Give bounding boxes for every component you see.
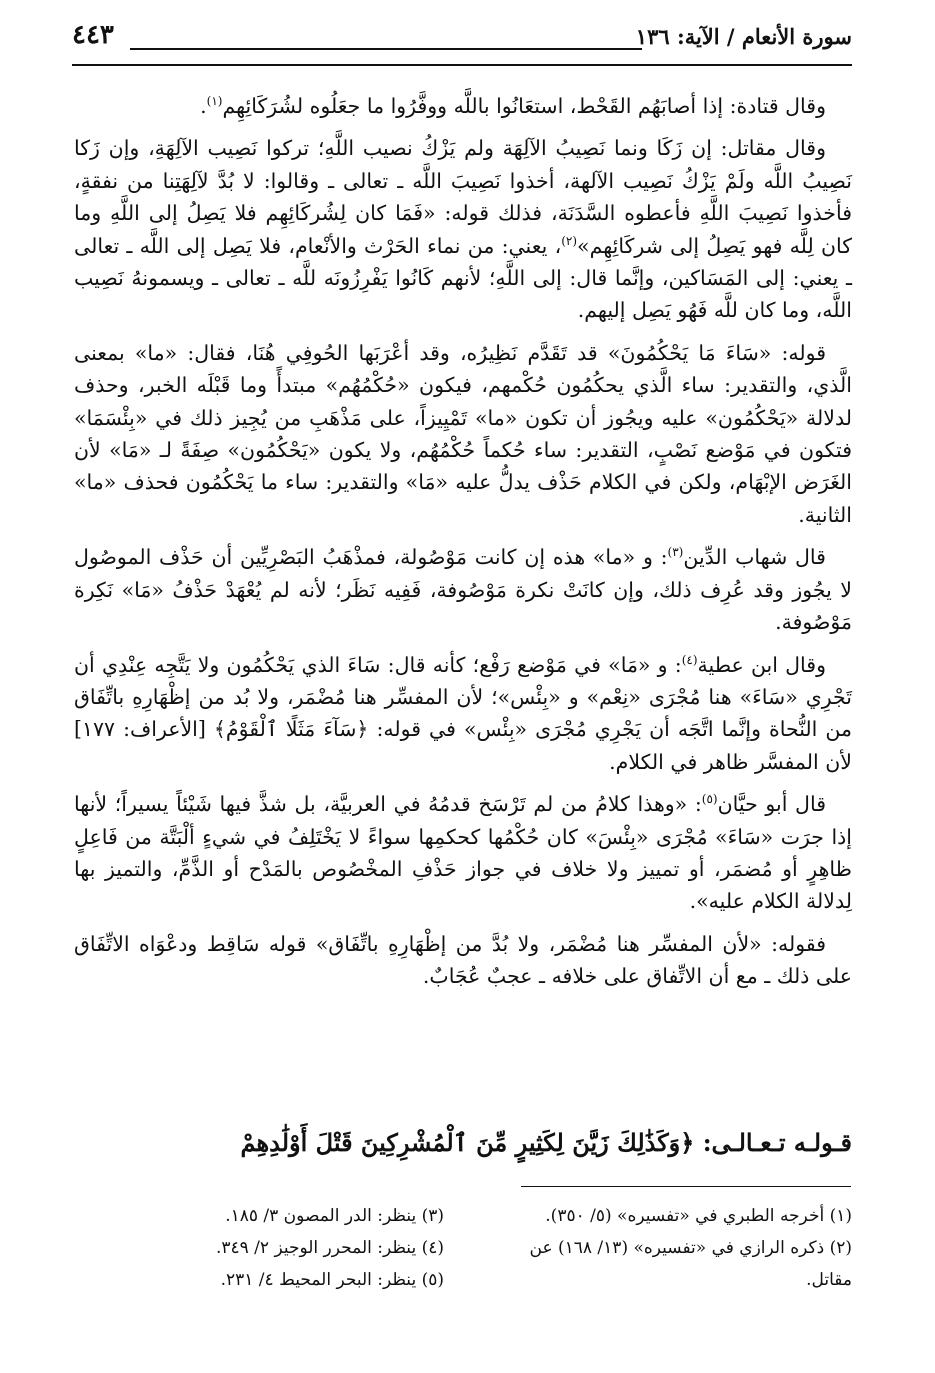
page-header <box>72 20 852 62</box>
paragraph: قال أبو حيَّان$^{(٥)}$: «وهذا كلامُ من لم تَرْسَخ قدمُهُ في العربيَّة، بل شذَّ فيها شَيْئاً يسيراً؛ لأنها إذا جرَت «سَاءَ» مُجْرَى «بِئْسَ» كان حُكْمُها كحكمِها سواءً لا يَخْتَلِفُ في شيءٍ ألْبَتَّة من فَاعِلٍ ظاهِرٍ أو مُضمَر، أو تمييز ولا خلاف في جواز حَذْفِ المخْصُوص بالمَدْح أو الذَّمِّ، والتميز بها لِدلالة الكلام عليه». <box>74 792 852 914</box>
header-rule <box>72 64 852 66</box>
paragraph: وقال ابن عطية$^{(٤)}$: و «مَا» في مَوْضع رَفْع؛ كأنه قال: سَاءَ الذي يَحْكُمُون ولا يَتَّجِه عِنْدِي أن تَجْرِي «سَاءَ» هنا مُجْرَى «نِعْم» و «بِئْس»؛ لأن المفسِّر هنا مُضْمَر، ولا بُد من إظْهَارِهِ باتِّفَاق من النُّحاة وإنَّما اتَّجَه أن يَجْرِي مُجْرَى «بِئْس» في قوله: ﴿سَآءَ مَثَلًا ٱلْقَوْمُ﴾ [الأعراف: ١٧٧] لأن المفسَّر ظاهر في الكلام. <box>74 652 852 774</box>
footnotes-left-column <box>84 1200 444 1296</box>
paragraph: فقوله: «لأن المفسِّر هنا مُضْمَر، ولا بُدَّ من إظْهَارِهِ باتِّفَاق» قوله سَاقِط ودعْوَاه الاتِّفَاق على ذلك ـ مع أن الاتِّفاق على خلافه ـ عجبٌ عُجَابٌ. <box>74 931 852 989</box>
footnote: (٥) ينظر: البحر المحيط ٤/ ٢٣١. <box>220 1270 444 1290</box>
footnote-ref[interactable]: (٣) <box>667 545 684 560</box>
footnote-ref[interactable]: (٥) <box>701 792 718 807</box>
page-number: ٤٤٣ <box>72 20 114 50</box>
paragraph: قوله: «سَاءَ مَا يَحْكُمُونَ» قد تَقَدَّم نَظِيرُه، وقد أعْرَبَها الحُوفِي هُنَا، فقال: «ما» بمعنى الَّذي، والتقدير: ساء الَّذي يحكُمُون حُكْمهم، فيكون «حُكْمُهُم» مبتدأً وما قَبْلَه الخبر، وحذف لدلالة «يَحْكُمُون» عليه ويجُوز أن تكون «ما» تَمْيِيزاً، على مَذْهَبِ من يُجِيز ذلك في «بِئْسَمَا» فتكون في مَوْضع نَصْبٍ، التقدير: ساء حُكماً حُكْمُهُم، ولا يكون «يَحْكُمُون» صِفَةً لـ «مَا» لأن الغَرَض الإبْهَام، ولكن في الكلام حَذْف يدلُّ عليه «مَا» والتقدير: ساء ما يَحْكُمُون فحذف «ما» الثانية. <box>74 340 852 527</box>
footnote-ref[interactable]: (٢) <box>561 233 578 248</box>
footnote-ref[interactable]: (١) <box>206 94 223 109</box>
footnote: (٢) ذكره الرازي في «تفسيره» (١٣/ ١٦٨) عن مقاتل. <box>529 1238 852 1290</box>
paragraph: وقال مقاتل: إن زَكَا ونما نَصِيبُ الآلِهَة ولم يَزْكُ نصيب اللَّهِ؛ تركوا نَصِيب الآلِهَةِ، وإن زَكا نَصِيبُ اللَّه ولَمْ يَزْكُ نَصِيب الآلهة، أخذوا نَصِيبَ اللَّه ـ تعالى ـ وقالوا: لا بُدَّ لآلِهَتِنا من نفقةٍ، فأخذوا نَصِيبَ اللَّهِ فأعطوه السَّدَنَة، فذلك قوله: «فَمَا كان لِشُركَائِهِم فلا يَصِلُ إلى اللَّهِ وما كان لِلَّه فهو يَصِلُ إلى شركَائِهِم»$^{(٢)}$، يعني: من نماء الحَرْث والأنْعام، فلا يَصِل إلى اللَّه ـ تعالى ـ يعني: إلى المَسَاكين، وإنَّما قال: إلى اللَّهِ؛ لأنهم كَانُوا يَفْرِزُونَه للَّه ـ تعالى ـ ويسمونهُ نَصِيب اللَّه، وما كان للَّه فَهُو يَصِل إليهم. <box>74 136 852 323</box>
footnote: (١) أخرجه الطبري في «تفسيره» (٥/ ٣٥٠). <box>545 1206 852 1226</box>
footnote-ref[interactable]: (٤) <box>681 652 698 667</box>
footnotes-right-column <box>492 1200 852 1296</box>
footnote: (٤) ينظر: المحرر الوجيز ٢/ ٣٤٩. <box>215 1238 444 1258</box>
paragraph: وقال قتادة: إذا أصابَهُم القَحْط، استعَانُوا باللَّه ووفَّرُوا ما جعَلُوه لشُرَكَائِهِم$^{(١)}$. <box>200 94 826 118</box>
footnote-separator <box>521 1186 851 1187</box>
main-text <box>74 90 852 1003</box>
paragraph: قال شهاب الدِّين$^{(٣)}$: و «ما» هذه إن كانت مَوْصُولة، فمذْهَبُ البَصْرِيِّين أن حَذْف الموصُول لا يجُوز وقد عُرِف ذلك، وإن كانَتْ نكرة مَوْصُوفة، فَفِيه نَظَر؛ لأنه لم يُعْهَدْ حَذْفُ «مَا» نَكِرة مَوْصُوفة. <box>74 545 852 635</box>
header-title-line <box>130 48 642 50</box>
footnote: (٣) ينظر: الدر المصون ٣/ ١٨٥. <box>225 1206 444 1226</box>
running-title: سورة الأنعام / الآية: ١٣٦ <box>635 24 852 49</box>
quran-verse-heading: قـولـه تـعـالـى: ﴿وَكَذَٰلِكَ زَيَّنَ لِكَثِيرٍ مِّنَ ٱلْمُشْرِكِينَ قَتْلَ أَوْلَٰدِهِمْ <box>240 1128 852 1157</box>
